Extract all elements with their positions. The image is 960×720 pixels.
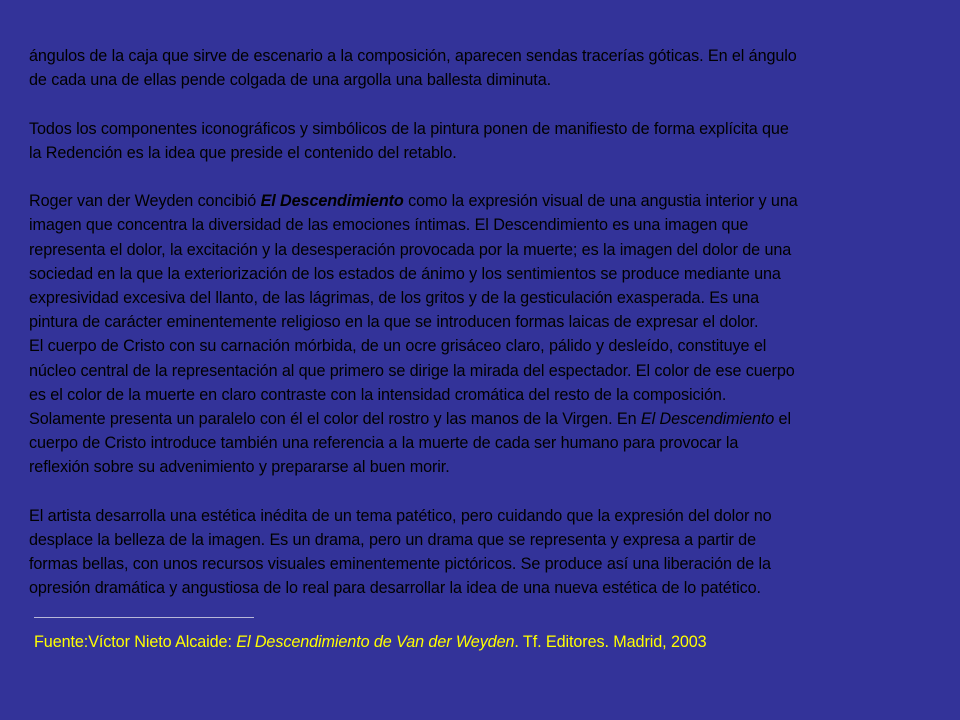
paragraph-3-line-4: sociedad en la que la exteriorización de los estados de ánimo y los sentimientos se produce mediante una — [29, 264, 781, 283]
body-text — [29, 44, 934, 601]
paragraph-4-line-1: El artista desarrolla una estética inédita de un tema patético, pero cuidando que la expresión del dolor no — [29, 506, 772, 525]
artwork-title-emphasis: El Descendimiento — [260, 192, 404, 211]
source-citation — [34, 631, 707, 653]
paragraph-3-line-2: imagen que concentra la diversidad de las emociones íntimas. El Descendimiento es una imagen que — [29, 216, 749, 235]
paragraph-3-line-3: representa el dolor, la excitación y la desesperación provocada por la muerte; es la imagen del dolor de una — [29, 240, 792, 259]
paragraph-4-line-3: formas bellas, con unos recursos visuales eminentemente pictóricos. Se produce así una liberación de la — [29, 555, 771, 574]
paragraph-4-line-2: desplace la belleza de la imagen. Es un drama, pero un drama que se representa y expresa a partir de — [29, 531, 756, 550]
paragraph-2 — [29, 117, 934, 165]
paragraph-3-line-9: es el color de la muerte en claro contraste con la intensidad cromática del resto de la composición. — [29, 385, 727, 404]
paragraph-3-line-1 — [29, 189, 934, 213]
paragraph-1-line-2: de cada una de ellas pende colgada de una argolla una ballesta diminuta. — [29, 71, 551, 90]
paragraph-4-line-4: opresión dramática y angustiosa de lo real para desarrollar la idea de una nueva estética de lo patético. — [29, 579, 761, 598]
source-divider — [34, 617, 254, 618]
source-title: El Descendimiento de Van der Weyden — [236, 633, 515, 651]
paragraph-2-line-2: la Redención es la idea que preside el contenido del retablo. — [29, 143, 457, 162]
paragraph-1-line-1: ángulos de la caja que sirve de escenario a la composición, aparecen sendas tracerías góticas. En el ángulo — [29, 47, 797, 65]
paragraph-4 — [29, 504, 934, 601]
source-prefix: Fuente:Víctor Nieto Alcaide: — [34, 633, 237, 651]
paragraph-3-line-7: El cuerpo de Cristo con su carnación mórbida, de un ocre grisáceo claro, pálido y desleído, constituye el — [29, 337, 767, 356]
paragraph-3-line-1-after: como la expresión visual de una angustia interior y una — [403, 192, 798, 211]
paragraph-3-line-1-before: Roger van der Weyden concibió — [29, 192, 261, 211]
paragraph-3-line-10-before: Solamente presenta un paralelo con él el color del rostro y las manos de la Virgen. En — [29, 410, 641, 429]
paragraph-3-line-6: pintura de carácter eminentemente religioso en la que se introducen formas laicas de expresar el dolor. — [29, 313, 759, 332]
paragraph-2-line-1: Todos los componentes iconográficos y simbólicos de la pintura ponen de manifiesto de forma explícita que — [29, 119, 789, 138]
source-suffix: . Tf. Editores. Madrid, 2003 — [514, 633, 707, 651]
artwork-title-italic: El Descendimiento — [640, 410, 775, 429]
paragraph-3-line-10-after: el — [774, 410, 791, 429]
paragraph-3-line-12: reflexión sobre su advenimiento y prepararse al buen morir. — [29, 458, 450, 477]
paragraph-1 — [29, 44, 934, 92]
paragraph-3-line-11: cuerpo de Cristo introduce también una referencia a la muerte de cada ser humano para provocar la — [29, 434, 739, 453]
paragraph-3-line-10 — [29, 407, 934, 431]
paragraph-3-line-5: expresividad excesiva del llanto, de las lágrimas, de los gritos y de la gesticulación exasperada. Es una — [29, 289, 760, 307]
paragraph-3 — [29, 189, 934, 479]
paragraph-3-line-8: núcleo central de la representación al que primero se dirige la mirada del espectador. El color de ese cuerpo — [29, 361, 795, 380]
